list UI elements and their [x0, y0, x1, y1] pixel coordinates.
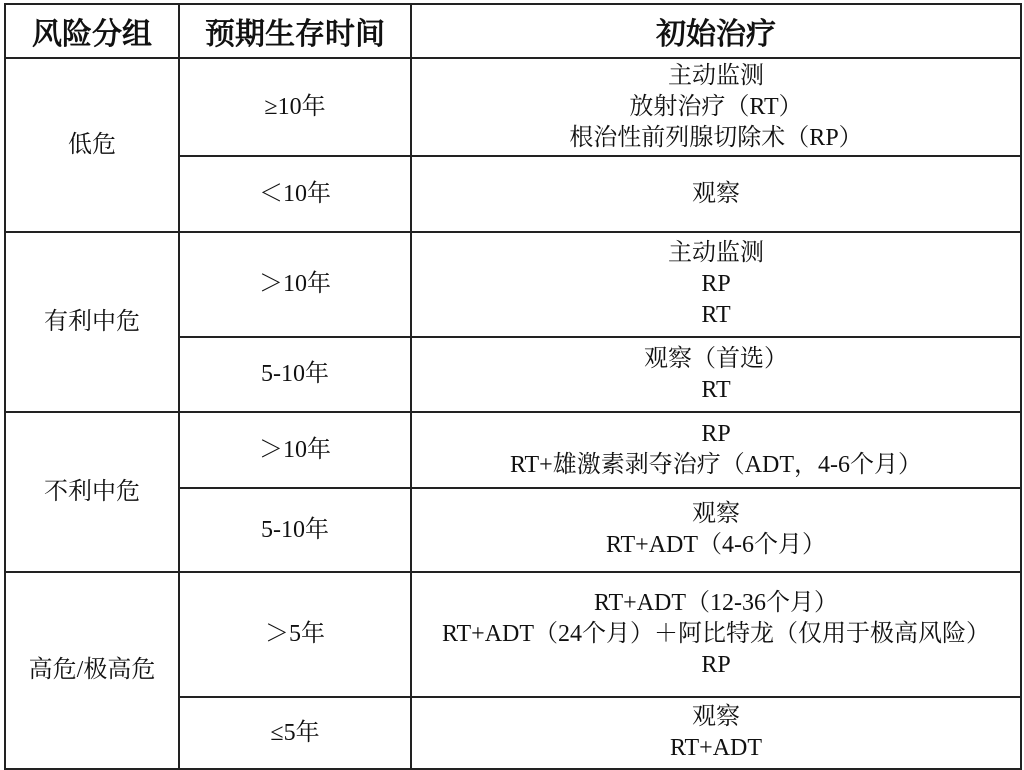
treatment-cell	[411, 412, 1021, 488]
table-row	[5, 58, 1021, 156]
treatment-line: 主动监测	[668, 240, 764, 266]
treatment-line: 根治性前列腺切除术（RP）	[569, 124, 863, 151]
risk-treatment-table	[4, 3, 1022, 770]
treatment-line: 观察	[692, 180, 740, 207]
treatment-line: RP	[701, 421, 731, 447]
risk-group-cell: 高危/极高危	[5, 572, 179, 769]
header-row	[5, 4, 1021, 58]
risk-group-cell: 有利中危	[5, 232, 179, 412]
treatment-line: RT+ADT（4-6个月）	[605, 532, 827, 558]
treatment-line: 观察（首选）	[644, 345, 788, 372]
table-row	[5, 412, 1021, 488]
treatment-cell	[411, 58, 1021, 156]
treatment-cell	[411, 697, 1021, 769]
table-row	[5, 232, 1021, 337]
treatment-cell	[411, 232, 1021, 337]
header-expected-survival: 预期生存时间	[179, 4, 411, 58]
treatment-line: RP	[701, 271, 731, 297]
treatment-cell	[411, 337, 1021, 412]
treatment-cell	[411, 572, 1021, 697]
treatment-line: 观察	[692, 704, 740, 730]
treatment-line: 观察	[692, 501, 740, 527]
treatment-line: RT+雄激素剥夺治疗（ADT，4-6个月）	[509, 452, 923, 478]
risk-group-cell: 低危	[5, 58, 179, 232]
survival-cell: 5-10年	[179, 488, 411, 572]
survival-cell: ≥10年	[179, 58, 411, 156]
treatment-line: 放射治疗（RT）	[629, 93, 803, 120]
treatment-line: RT+ADT（12-36个月）	[593, 590, 839, 616]
treatment-line: RT	[701, 376, 731, 403]
treatment-cell	[411, 488, 1021, 572]
survival-cell: ＞5年	[179, 572, 411, 697]
survival-cell: ＞10年	[179, 412, 411, 488]
treatment-line: RP	[701, 652, 731, 678]
survival-cell: ＜10年	[179, 156, 411, 232]
survival-cell: ≤5年	[179, 697, 411, 769]
header-risk-group: 风险分组	[5, 4, 179, 58]
table-row	[5, 572, 1021, 697]
survival-cell: ＞10年	[179, 232, 411, 337]
treatment-line: RT+ADT（24个月）＋阿比特龙（仅用于极高风险）	[441, 621, 991, 647]
survival-cell: 5-10年	[179, 337, 411, 412]
risk-group-cell: 不利中危	[5, 412, 179, 572]
treatment-line: 主动监测	[668, 62, 764, 89]
treatment-cell	[411, 156, 1021, 232]
treatment-line: RT	[701, 302, 731, 328]
header-initial-treatment: 初始治疗	[411, 4, 1021, 58]
treatment-line: RT+ADT	[669, 735, 763, 761]
